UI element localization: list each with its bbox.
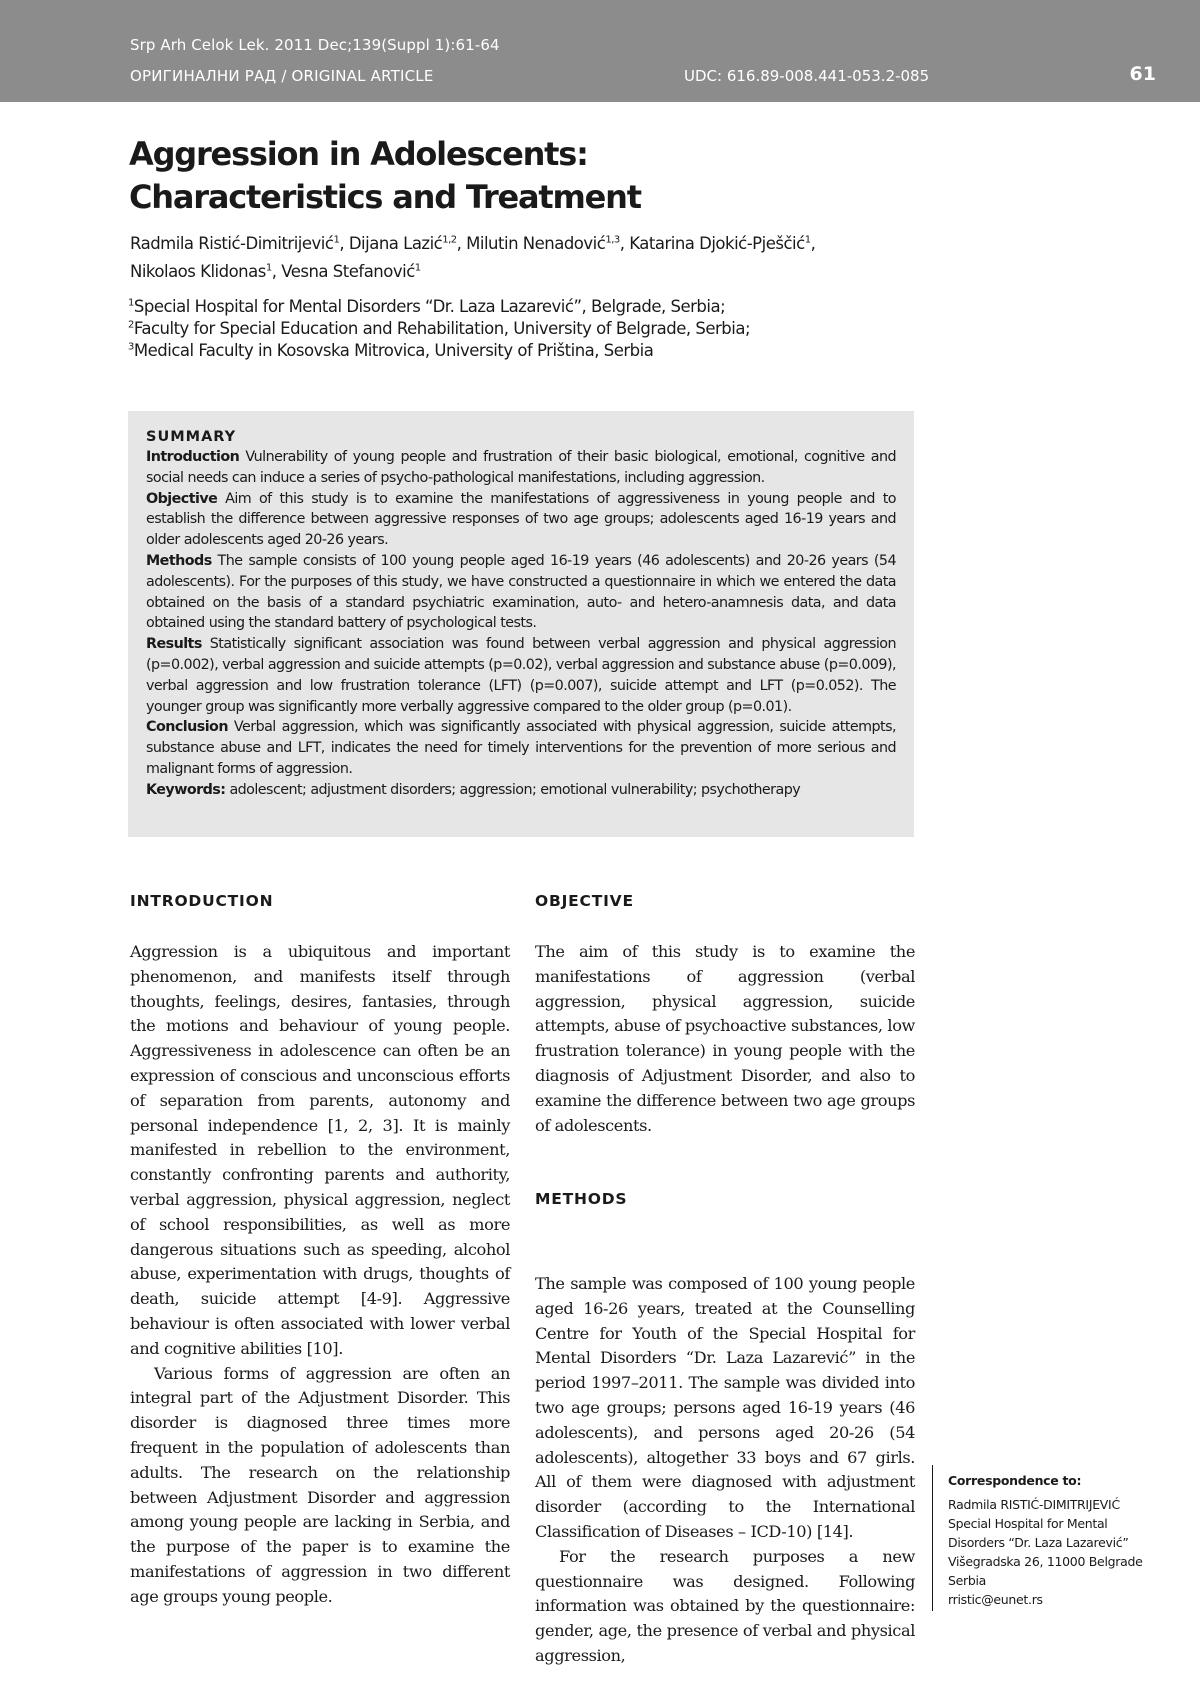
correspondence-block (948, 1471, 1168, 1609)
author-name: Nikolaos Klidonas (130, 262, 266, 281)
affiliation-item: $^3$Medical Faculty in Kosovska Mitrovica, University of Priština, Serbia (128, 341, 654, 360)
body-paragraph: For the research purposes a new questionnaire was designed. Following information was obtained by the questionnaire: gender, age, the presence of verbal and physical aggression, (535, 1546, 915, 1665)
summary-results: Results Statistically significant association was found between verbal aggression and physical aggression (p=0.002), verbal aggression and suicide attempts (p=0.02), verbal aggression and substance abuse (p=0.009), verbal aggression and low frustration tolerance (LFT) (p=0.007), suicide attempt and LFT (p=0.052). The younger group was significantly more verbally aggressive compared to the older group (p=0.01). (146, 636, 896, 715)
affiliation-list (128, 296, 928, 362)
author-name: Dijana Lazić (348, 234, 443, 253)
author-affiliation-marker: 1 (265, 262, 272, 274)
body-paragraph: The sample was composed of 100 young people aged 16-26 years, treated at the Counselling Centre for Youth of the Special Hospital for Mental Disorders “Dr. Laza Lazarević” in the period 1997–2011. The sample was divided into two age groups; persons aged 16-19 years (46 adolescents), and persons aged 20-26 (54 adolescents), altogether 33 boys and 67 girls. All of them were diagnosed with adjustment disorder (according to the International Classification of Diseases – ICD-10) [14]. (535, 1274, 915, 1541)
introduction-body (130, 940, 510, 1610)
summary-box (128, 411, 914, 837)
summary-keywords: Keywords: adolescent; adjustment disorders; aggression; emotional vulnerability; psychotherapy (146, 781, 801, 798)
page-number: 61 (1129, 63, 1156, 85)
correspondence-email[interactable]: rristic@eunet.rs (948, 1592, 1043, 1607)
body-paragraph: Aggression is a ubiquitous and important phenomenon, and manifests itself through thoughts, feelings, desires, fantasies, through the motions and behaviour of young people. Aggressiveness in adolescence can often be an expression of conscious and unconscious efforts of separation from parents, autonomy and personal independence [1, 2, 3]. It is mainly manifested in rebellion to the environment, constantly confronting parents and authority, verbal aggression, physical aggression, neglect of school responsibilities, as well as more dangerous situations such as speeding, alcohol abuse, experimentation with drugs, thoughts of death, suicide attempt [4-9]. Aggressive behaviour is often associated with lower verbal and cognitive abilities [10]. (130, 942, 510, 1358)
author-name: Vesna Stefanović (281, 262, 415, 281)
author-affiliation-marker: 1 (333, 234, 340, 246)
correspondence-title: Correspondence to: (948, 1473, 1082, 1488)
author-affiliation-marker: 1,3 (605, 234, 620, 246)
author-name: Milutin Nenadović (466, 234, 606, 253)
introduction-heading: INTRODUCTION (130, 892, 274, 910)
journal-citation: Srp Arh Celok Lek. 2011 Dec;139(Suppl 1):61-64 (130, 36, 500, 54)
correspondence-line: Serbia (948, 1573, 987, 1588)
correspondence-line: Special Hospital for Mental (948, 1516, 1108, 1531)
author-name: Radmila Ristić-Dimitrijević (130, 234, 334, 253)
methods-heading: METHODS (535, 1190, 628, 1208)
author-name: Katarina Djokić-Pješčić (629, 234, 805, 253)
objective-body (535, 940, 915, 1138)
author-affiliation-marker: 1 (804, 234, 811, 246)
affiliation-item: $^1$Special Hospital for Mental Disorders “Dr. Laza Lazarević”, Belgrade, Serbia; (128, 297, 726, 316)
article-title: Aggression in Adolescents: Characteristics and Treatment (129, 135, 641, 216)
udc-code: UDC: 616.89-008.441-053.2-085 (684, 67, 930, 85)
body-paragraph: The aim of this study is to examine the manifestations of aggression (verbal aggression, physical aggression, suicide attempts, abuse of psychoactive substances, low frustration tolerance) in young people with the diagnosis of Adjustment Disorder, and also to examine the difference between two age groups of adolescents. (535, 942, 915, 1135)
correspondence-divider (932, 1465, 933, 1611)
author-affiliation-marker: 1,2 (442, 234, 457, 246)
article-type: ОРИГИНАЛНИ РАД / ORIGINAL ARTICLE (130, 67, 434, 85)
summary-title: SUMMARY (146, 429, 237, 445)
summary-objective: Objective Aim of this study is to examine the manifestations of aggressiveness in young people and to establish the difference between aggressive responses of two age groups; adolescents aged 16-19 years and older adolescents aged 20-26 years. (146, 490, 896, 549)
affiliation-item: $^2$Faculty for Special Education and Rehabilitation, University of Belgrade, Serbia; (128, 319, 751, 338)
journal-header (0, 0, 1200, 102)
correspondence-line: Radmila RISTIĆ-DIMITRIJEVIĆ (948, 1497, 1120, 1512)
correspondence-line: Višegradska 26, 11000 Belgrade (948, 1554, 1143, 1569)
author-list: Radmila Ristić-Dimitrijević$^1$, Dijana Lazić$^{1,2}$, Milutin Nenadović$^{1,3}$, Katarina Djokić-Pješčić$^1$, Nikolaos Klidonas$^1$, Vesna Stefanović$^1$ (130, 234, 816, 281)
summary-conclusion: Conclusion Verbal aggression, which was significantly associated with physical aggression, suicide attempts, substance abuse and LFT, indicates the need for timely interventions for the prevention of more serious and malignant forms of aggression. (146, 719, 896, 777)
body-paragraph: Various forms of aggression are often an integral part of the Adjustment Disorder. This disorder is diagnosed three times more frequent in the population of adolescents than adults. The research on the relationship between Adjustment Disorder and aggression among young people are lacking in Serbia, and the purpose of the paper is to examine the manifestations of aggression in two different age groups young people. (130, 1363, 510, 1606)
correspondence-line: Disorders “Dr. Laza Lazarević” (948, 1535, 1129, 1550)
methods-body (535, 1272, 915, 1669)
summary-introduction: Introduction Vulnerability of young people and frustration of their basic biological, emotional, cognitive and social needs can induce a series of psycho-pathological manifestations, including aggression. (146, 449, 896, 486)
summary-methods: Methods The sample consists of 100 young people aged 16-19 years (46 adolescents) and 20-26 years (54 adolescents). For the purposes of this study, we have constructed a questionnaire in which we entered the data obtained on the basis of a standard psychiatric examination, auto- and hetero-anamnesis data, and data obtained using the standard battery of psychological tests. (146, 552, 897, 632)
author-affiliation-marker: 1 (414, 262, 421, 274)
objective-heading: OBJECTIVE (535, 892, 634, 910)
